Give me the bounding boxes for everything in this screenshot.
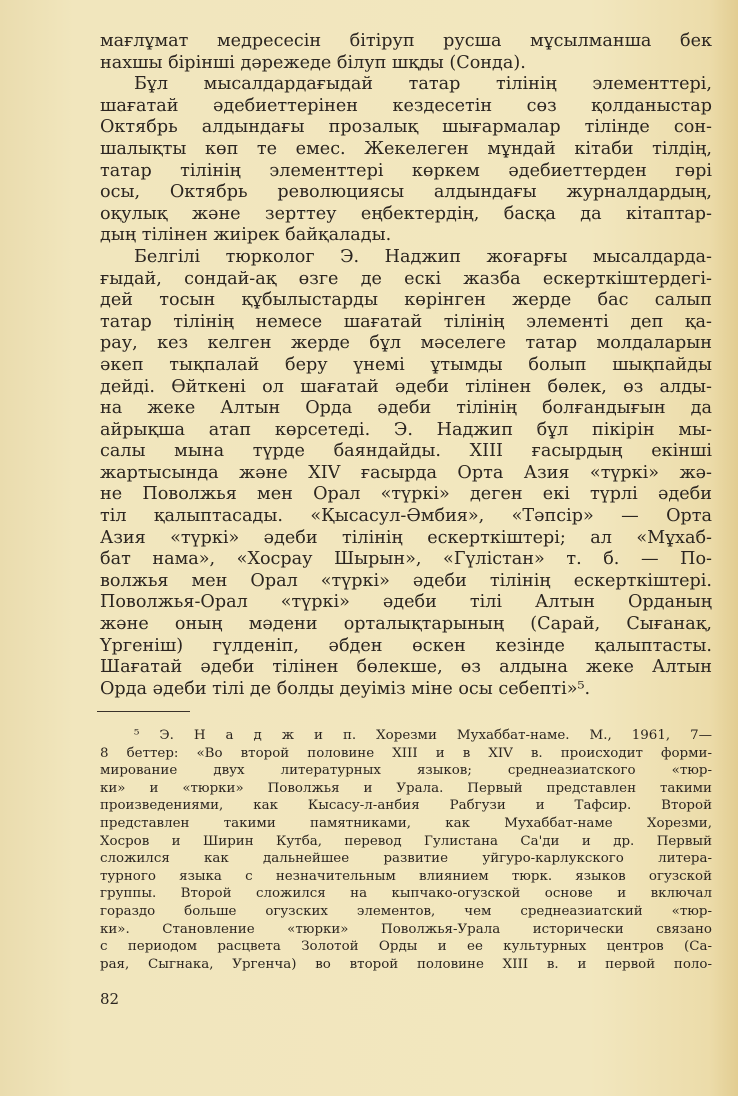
text-line: оқулық және зерттеу еңбектердің, басқа да кітаптар- bbox=[100, 203, 712, 224]
footnote-line: ⁵ Э. Н а д ж и п. Хорезми Мухаббат-наме. М., 1961, 7— bbox=[134, 728, 712, 743]
text-line: бат нама», «Хосрау Шырын», «Гүлістан» т. б. — По- bbox=[100, 549, 712, 570]
footnote-line: ки». Становление «тюрки» Поволжья-Урала исторически связано bbox=[100, 921, 712, 937]
text-line: волжья мен Орал «түркі» әдеби тілінің ескерткіштері. bbox=[100, 570, 712, 591]
text-line: дей тосын құбылыстарды көрінген жерде бас салып bbox=[100, 290, 712, 311]
text-line: шағатай әдебиеттерінен кездесетін сөз қолданыстар bbox=[100, 95, 712, 116]
footnote-line: 8 беттер: «Во второй половине XIII и в XIV в. происходит форми- bbox=[100, 745, 712, 761]
footnote bbox=[100, 727, 712, 973]
text-line: Белгілі тюрколог Э. Наджип жоғарғы мысалдарда- bbox=[134, 246, 712, 267]
footnote-line: сложился как дальнейшее развитие уйгуро-карлукского литера- bbox=[100, 851, 712, 867]
text-line: шалықты көп те емес. Жекелеген мұндай кітаби тілдің, bbox=[100, 138, 712, 159]
footnote-line: мирование двух литературных языков; среднеазиатского «тюр- bbox=[100, 763, 712, 779]
text-line: айрықша атап көрсетеді. Э. Наджип бұл пікірін мы- bbox=[100, 419, 712, 440]
text-line: не Поволжья мен Орал «түркі» деген екі түрлі әдеби bbox=[100, 484, 712, 505]
footnote-line: гораздо больше огузских элементов, чем среднеазиатский «тюр- bbox=[100, 903, 712, 919]
text-line: салы мына түрде баяндайды. XIII ғасырдың екінші bbox=[100, 441, 712, 462]
text-line: татар тілінің элементтері көркем әдебиеттерден гөрі bbox=[100, 160, 712, 181]
text-line: Поволжья-Орал «түркі» әдеби тілі Алтын Орданың bbox=[100, 592, 712, 613]
text-line: татар тілінің немесе шағатай тілінің элементі деп қа- bbox=[100, 311, 712, 332]
text-line: және оның мәдени орталықтарының (Сарай, Сығанақ, bbox=[100, 614, 712, 635]
footnote-line: группы. Второй сложился на кыпчако-огузской основе и включал bbox=[100, 886, 712, 902]
text-line: мағлұмат медресесін бітіруп русша мұсылманша бек bbox=[100, 31, 712, 51]
text-line: Шағатай әдеби тілінен бөлекше, өз алдына жеке Алтын bbox=[100, 657, 712, 678]
main-text bbox=[100, 31, 712, 700]
footnote-line: произведениями, как Кысасу-л-анбия Рабгузи и Тафсир. Второй bbox=[100, 798, 712, 814]
footnote-line: ки» и «тюрки» Поволжья и Урала. Первый представлен такими bbox=[100, 780, 712, 796]
text-line: рау, кез келген жерде бұл мәселеге татар молдаларын bbox=[100, 333, 712, 354]
footnote-line: турного языка с незначительным влиянием тюрк. языков огузской bbox=[100, 868, 712, 884]
text-line: дың тілінен жиірек байқалады. bbox=[100, 225, 392, 246]
text-line: жартысында және XIV ғасырда Орта Азия «түркі» жә- bbox=[100, 462, 712, 483]
text-line: на жеке Алтын Орда әдеби тілінің болғандығын да bbox=[100, 398, 712, 419]
text-line: Үргеніш) гүлденіп, әбден өскен кезінде қалыптасты. bbox=[100, 635, 712, 656]
text-line: Орда әдеби тілі де болды деуіміз міне осы себепті»⁵. bbox=[100, 678, 591, 699]
footnote-line: с периодом расцвета Золотой Орды и ее культурных центров (Са- bbox=[100, 939, 712, 955]
text-line: дейді. Өйткені ол шағатай әдеби тілінен бөлек, өз алды- bbox=[100, 376, 712, 397]
text-line: Бұл мысалдардағыдай татар тілінің элементтері, bbox=[134, 74, 712, 95]
text-line: Октябрь алдындағы прозалық шығармалар тілінде сон- bbox=[100, 117, 712, 138]
text-line: әкеп тықпалай беру үнемі ұтымды болып шықпайды bbox=[100, 354, 712, 375]
text-line: ғыдай, сондай-ақ өзге де ескі жазба ескерткіштердегі- bbox=[100, 268, 712, 289]
page-number: 82 bbox=[100, 990, 120, 1008]
text-line: осы, Октябрь революциясы алдындағы журналдардың, bbox=[100, 182, 712, 203]
footnote-line: рая, Сыгнака, Ургенча) во второй половине XIII в. и первой поло- bbox=[100, 956, 712, 972]
footnote-divider bbox=[97, 711, 190, 712]
footnote-line: Хосров и Ширин Кутба, перевод Гулистана Са'ди и др. Первый bbox=[100, 833, 712, 849]
text-line: нахшы бірінші дәрежеде білуп шқды (Сонда). bbox=[100, 52, 526, 73]
text-line: тіл қалыптасады. «Қысасул-Әмбия», «Тәпсір» — Орта bbox=[100, 506, 712, 527]
text-line: Азия «түркі» әдеби тілінің ескерткіштері; ал «Мұхаб- bbox=[100, 527, 712, 548]
footnote-line: представлен такими памятниками, как Мухаббат-наме Хорезми, bbox=[100, 815, 712, 831]
